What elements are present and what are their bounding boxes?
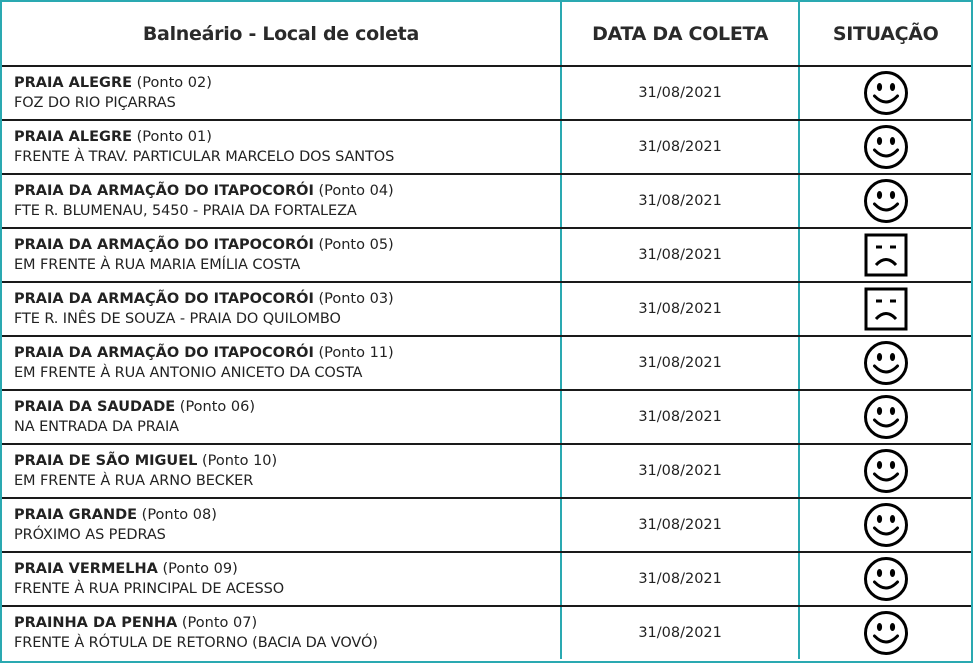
table-body: [2, 65, 971, 659]
beach-title: [14, 505, 560, 525]
status-cell: [798, 121, 971, 173]
location-description: EM FRENTE À RUA MARIA EMÍLIA COSTA: [14, 257, 301, 273]
point-label: (Ponto 08): [141, 507, 217, 523]
status-cell: [798, 229, 971, 281]
beach-name: PRAIA DE SÃO MIGUEL: [14, 453, 198, 469]
point-label: (Ponto 07): [181, 615, 258, 631]
status-cell: [798, 175, 971, 227]
table-row: [2, 173, 971, 227]
table-row: [2, 389, 971, 443]
point-label: (Ponto 04): [318, 183, 394, 199]
collection-date: 31/08/2021: [638, 139, 722, 155]
location-description: EM FRENTE À RUA ANTONIO ANICETO DA COSTA: [14, 365, 363, 381]
collection-date: 31/08/2021: [638, 463, 722, 479]
beach-title: [14, 127, 560, 147]
happy-face-icon: [863, 340, 909, 386]
collection-date: 31/08/2021: [638, 193, 722, 209]
table-row: [2, 605, 971, 659]
date-cell: [560, 607, 799, 659]
beach-cell: [2, 67, 560, 119]
date-cell: [560, 67, 799, 119]
status-cell: [798, 67, 971, 119]
location-description: FOZ DO RIO PIÇARRAS: [14, 95, 176, 111]
beach-title: [14, 613, 560, 633]
beach-name: PRAIA DA SAUDADE: [14, 399, 176, 415]
location-description: FRENTE À TRAV. PARTICULAR MARCELO DOS SANTOS: [14, 149, 395, 165]
location-description: FTE R. INÊS DE SOUZA - PRAIA DO QUILOMBO: [14, 311, 341, 327]
beach-cell: [2, 175, 560, 227]
location-description: NA ENTRADA DA PRAIA: [14, 419, 179, 435]
point-label: (Ponto 11): [318, 345, 394, 361]
sad-face-icon: [863, 232, 909, 278]
date-cell: [560, 391, 799, 443]
column-header-status: SITUAÇÃO: [798, 2, 971, 65]
happy-face-icon: [863, 448, 909, 494]
beach-name: PRAIA GRANDE: [14, 507, 138, 523]
status-cell: [798, 337, 971, 389]
happy-face-icon: [863, 394, 909, 440]
date-cell: [560, 445, 799, 497]
beach-title: [14, 235, 560, 255]
table-header: [2, 2, 971, 65]
table-row: [2, 443, 971, 497]
status-cell: [798, 553, 971, 605]
collection-date: 31/08/2021: [638, 247, 722, 263]
location-description: PRÓXIMO AS PEDRAS: [14, 527, 166, 543]
beach-cell: [2, 445, 560, 497]
beach-name: PRAIA ALEGRE: [14, 75, 133, 91]
table-row: [2, 335, 971, 389]
table-row: [2, 227, 971, 281]
point-label: (Ponto 05): [318, 237, 394, 253]
table-row: [2, 497, 971, 551]
beach-name: PRAIA ALEGRE: [14, 129, 133, 145]
location-description: FTE R. BLUMENAU, 5450 - PRAIA DA FORTALEZA: [14, 203, 357, 219]
beach-name: PRAIA DA ARMAÇÃO DO ITAPOCORÓI: [14, 183, 314, 199]
beach-title: [14, 181, 560, 201]
beach-title: [14, 73, 560, 93]
date-cell: [560, 229, 799, 281]
status-cell: [798, 445, 971, 497]
beach-name: PRAIA DA ARMAÇÃO DO ITAPOCORÓI: [14, 345, 314, 361]
point-label: (Ponto 10): [201, 453, 278, 469]
location-description: EM FRENTE À RUA ARNO BECKER: [14, 473, 254, 489]
happy-face-icon: [863, 556, 909, 602]
beach-cell: [2, 391, 560, 443]
table-row: [2, 65, 971, 119]
beach-name: PRAIA DA ARMAÇÃO DO ITAPOCORÓI: [14, 237, 314, 253]
beach-name: PRAIA DA ARMAÇÃO DO ITAPOCORÓI: [14, 291, 314, 307]
collection-date: 31/08/2021: [638, 571, 722, 587]
date-cell: [560, 283, 799, 335]
collection-date: 31/08/2021: [638, 85, 722, 101]
location-description: FRENTE À RUA PRINCIPAL DE ACESSO: [14, 581, 285, 597]
status-cell: [798, 391, 971, 443]
beach-title: [14, 559, 560, 579]
date-cell: [560, 337, 799, 389]
location-description: FRENTE À RÓTULA DE RETORNO (BACIA DA VOVÓ): [14, 635, 378, 651]
happy-face-icon: [863, 124, 909, 170]
beach-title: [14, 343, 560, 363]
date-cell: [560, 121, 799, 173]
date-cell: [560, 499, 799, 551]
collection-date: 31/08/2021: [638, 517, 722, 533]
collection-date: 31/08/2021: [638, 625, 722, 641]
column-header-date: DATA DA COLETA: [560, 2, 799, 65]
happy-face-icon: [863, 610, 909, 656]
status-cell: [798, 283, 971, 335]
date-cell: [560, 175, 799, 227]
date-cell: [560, 553, 799, 605]
collection-date: 31/08/2021: [638, 301, 722, 317]
table-row: [2, 551, 971, 605]
status-cell: [798, 499, 971, 551]
point-label: (Ponto 01): [136, 129, 212, 145]
beach-title: [14, 451, 560, 471]
beach-cell: [2, 121, 560, 173]
happy-face-icon: [863, 178, 909, 224]
point-label: (Ponto 09): [162, 561, 238, 577]
column-header-beach: Balneário - Local de coleta: [142, 22, 419, 45]
beach-cell: [2, 499, 560, 551]
table-row: [2, 119, 971, 173]
beach-title: [14, 397, 560, 417]
beach-cell: [2, 283, 560, 335]
beach-cell: [2, 229, 560, 281]
status-cell: [798, 607, 971, 659]
happy-face-icon: [863, 70, 909, 116]
collection-date: 31/08/2021: [638, 409, 722, 425]
beach-name: PRAIA VERMELHA: [14, 561, 158, 577]
beach-cell: [2, 337, 560, 389]
point-label: (Ponto 03): [318, 291, 394, 307]
beach-name: PRAINHA DA PENHA: [14, 615, 178, 631]
point-label: (Ponto 02): [136, 75, 212, 91]
table-row: [2, 281, 971, 335]
point-label: (Ponto 06): [179, 399, 256, 415]
happy-face-icon: [863, 502, 909, 548]
beach-title: [14, 289, 560, 309]
collection-date: 31/08/2021: [638, 355, 722, 371]
beach-cell: [2, 553, 560, 605]
sad-face-icon: [863, 286, 909, 332]
beach-cell: [2, 607, 560, 659]
